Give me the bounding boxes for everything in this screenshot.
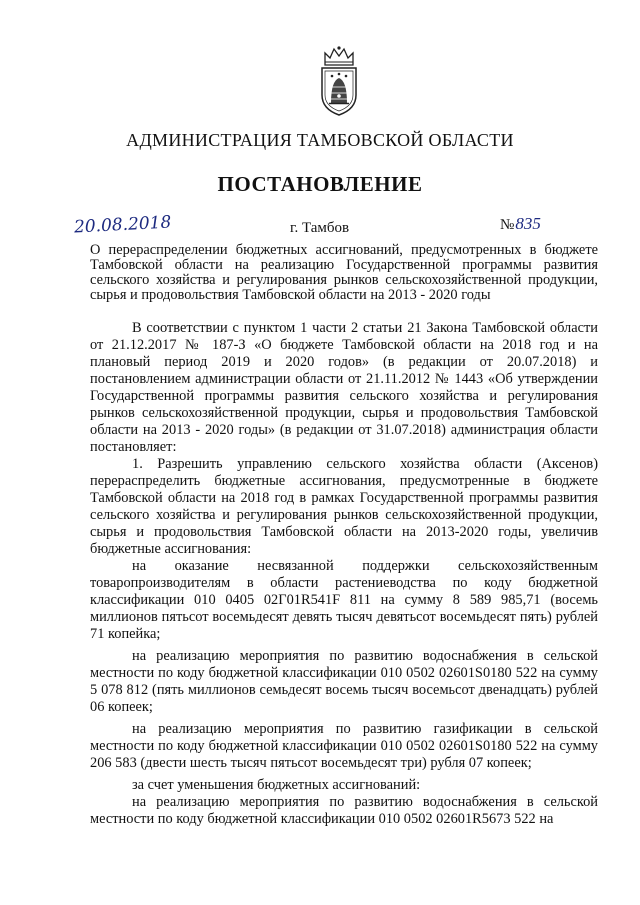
increase-paragraph-3: на реализацию мероприятия по развитию газификации в сельской местности по коду бюджетной классификации 010 0502 02601S0180 522 на сумму 206 583 (двести шесть тысяч пятьсот восемьдесят три) рубля 07 копеек; <box>90 721 598 771</box>
decrease-heading: за счет уменьшения бюджетных ассигнований: <box>132 777 421 793</box>
tambov-coat-of-arms-icon <box>316 45 362 117</box>
preamble-paragraph: В соответствии с пунктом 1 части 2 статьи 21 Закона Тамбовской области от 21.12.2017 № 187-З «О бюджете Тамбовской области на 2018 год и на плановый период 2019 и 2020 годов» (в редакции от 20.07.2018) и постановлением администрации области от 21.11.2012 № 1443 «Об утверждении Государственной программы развития сельского хозяйства и регулирования рынков сельскохозяйственной продукции, сырья и продовольствия Тамбовской области на 2013 - 2020 годы» (в редакции от 31.07.2018) администрация области постановляет: <box>90 320 598 455</box>
item-1-paragraph: 1. Разрешить управлению сельского хозяйства области (Аксенов) перераспределить бюджетные ассигнования, предусмотренные в бюджете Тамбовской области на 2018 год в рамках Государственной программы развития сельского хозяйства и регулирования рынков сельскохозяйственной продукции, сырья и продовольствия Тамбовской области на 2013-2020 годы, увеличив бюджетные ассигнования: <box>90 456 598 557</box>
number-sign: № <box>500 217 515 233</box>
document-city: г. Тамбов <box>290 220 350 236</box>
decrease-paragraph-1: на реализацию мероприятия по развитию водоснабжения в сельской местности по коду бюджетной классификации 010 0502 02601R5673 522 на <box>90 794 598 827</box>
document-subject: О перераспределении бюджетных ассигнований, предусмотренных в бюджете Тамбовской области на реализацию Государственной программы развития сельского хозяйства и регулирования рынков сельскохозяйственной продукции, сырья и продовольствия Тамбовской области на 2013 - 2020 годы <box>90 242 598 303</box>
number-value: 835 <box>515 214 541 233</box>
document-date: 20.08.2018 <box>73 212 172 238</box>
document-type-title: ПОСТАНОВЛЕНИЕ <box>217 172 423 196</box>
document-number <box>500 214 541 234</box>
document-body <box>90 320 598 828</box>
increase-paragraph-2: на реализацию мероприятия по развитию водоснабжения в сельской местности по коду бюджетной классификации 010 0502 02601S0180 522 на сумму 5 078 812 (пять миллионов семьдесят восемь тысяч восемьсот двенадцать) рублей 06 копеек; <box>90 648 598 715</box>
organization-name: АДМИНИСТРАЦИЯ ТАМБОВСКОЙ ОБЛАСТИ <box>126 130 514 150</box>
increase-paragraph-1: на оказание несвязанной поддержки сельскохозяйственным товаропроизводителям в области растениеводства по коду бюджетной классификации 010 0405 02Г01R541F 811 на сумму 8 589 985,71 (восемь миллионов пятьсот восемьдесят девять тысяч девятьсот восемьдесят пять) рублей 71 копейка; <box>90 558 598 642</box>
